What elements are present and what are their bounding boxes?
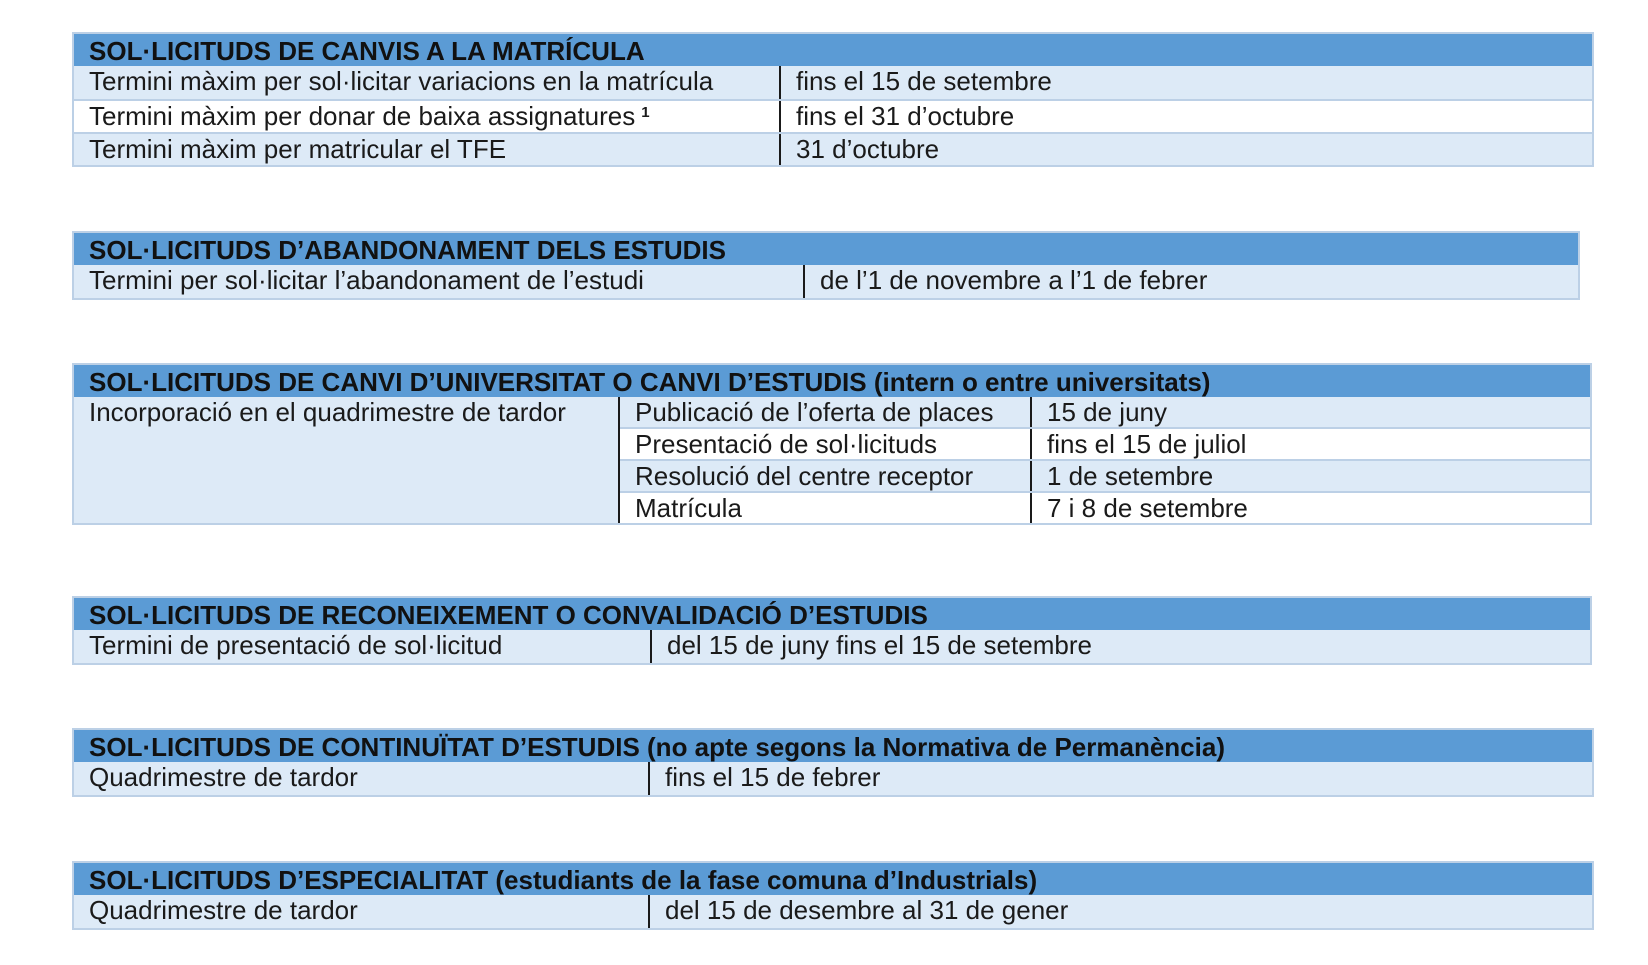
table-row	[74, 630, 1590, 663]
table-abandonament	[72, 231, 1580, 300]
table-canvi-universitat	[72, 363, 1592, 525]
group-label: Incorporació en el quadrimestre de tardor	[89, 397, 566, 427]
table-header: SOL·LICITUDS D’ESPECIALITAT (estudiants de la fase comuna d’Industrials)	[74, 863, 1592, 895]
row-value: 1 de setembre	[1047, 461, 1214, 491]
table-header: SOL·LICITUDS D’ABANDONAMENT DELS ESTUDIS	[74, 233, 1578, 265]
row-label: Termini màxim per sol·licitar variacions en la matrícula	[74, 66, 781, 99]
row-label	[74, 101, 781, 132]
row-value: 31 d’octubre	[796, 134, 940, 164]
table-row	[620, 427, 1590, 459]
table-continuitat	[72, 728, 1594, 797]
table-especialitat	[72, 861, 1594, 930]
table-row	[620, 397, 1590, 427]
row-label: Termini de presentació de sol·licitud	[74, 630, 652, 663]
row-value: de l’1 de novembre a l’1 de febrer	[820, 265, 1208, 295]
table-body	[74, 397, 1590, 523]
row-label: Presentació de sol·licituds	[620, 429, 1032, 459]
row-label: Termini per sol·licitar l’abandonament de l’estudi	[74, 265, 805, 298]
row-value: del 15 de desembre al 31 de gener	[665, 895, 1069, 925]
row-label: Matrícula	[620, 493, 1032, 523]
row-value: 7 i 8 de setembre	[1047, 493, 1248, 523]
table-row	[74, 762, 1592, 795]
row-label: Quadrimestre de tardor	[74, 762, 650, 795]
row-value: fins el 15 de setembre	[796, 66, 1052, 96]
row-label: Resolució del centre receptor	[620, 461, 1032, 491]
table-canvis-matricula	[72, 32, 1594, 167]
table-row	[74, 895, 1592, 928]
row-value: fins el 15 de juliol	[1047, 429, 1247, 459]
table-header: SOL·LICITUDS DE CONTINUÏTAT D’ESTUDIS (no apte segons la Normativa de Permanència)	[74, 730, 1592, 762]
row-label-text: Termini màxim per donar de baixa assignatures	[89, 101, 636, 131]
sub-rows	[620, 397, 1590, 523]
footnote-marker: 1	[641, 104, 650, 121]
row-value: del 15 de juny fins el 15 de setembre	[667, 630, 1092, 660]
table-row	[74, 265, 1578, 298]
table-row	[74, 132, 1592, 165]
row-label: Publicació de l’oferta de places	[620, 397, 1032, 427]
row-label: Termini màxim per matricular el TFE	[74, 134, 781, 165]
table-row	[74, 99, 1592, 132]
table-header: SOL·LICITUDS DE RECONEIXEMENT O CONVALIDACIÓ D’ESTUDIS	[74, 598, 1590, 630]
row-label: Quadrimestre de tardor	[74, 895, 650, 928]
row-value: 15 de juny	[1047, 397, 1167, 427]
row-value: fins el 31 d’octubre	[796, 101, 1015, 131]
table-reconeixement	[72, 596, 1592, 665]
table-header: SOL·LICITUDS DE CANVIS A LA MATRÍCULA	[74, 34, 1592, 66]
table-row	[620, 491, 1590, 523]
table-header: SOL·LICITUDS DE CANVI D’UNIVERSITAT O CANVI D’ESTUDIS (intern o entre universitats)	[74, 365, 1590, 397]
row-value: fins el 15 de febrer	[665, 762, 881, 792]
table-row	[74, 66, 1592, 99]
table-row	[620, 459, 1590, 491]
group-label-cell	[74, 397, 620, 523]
